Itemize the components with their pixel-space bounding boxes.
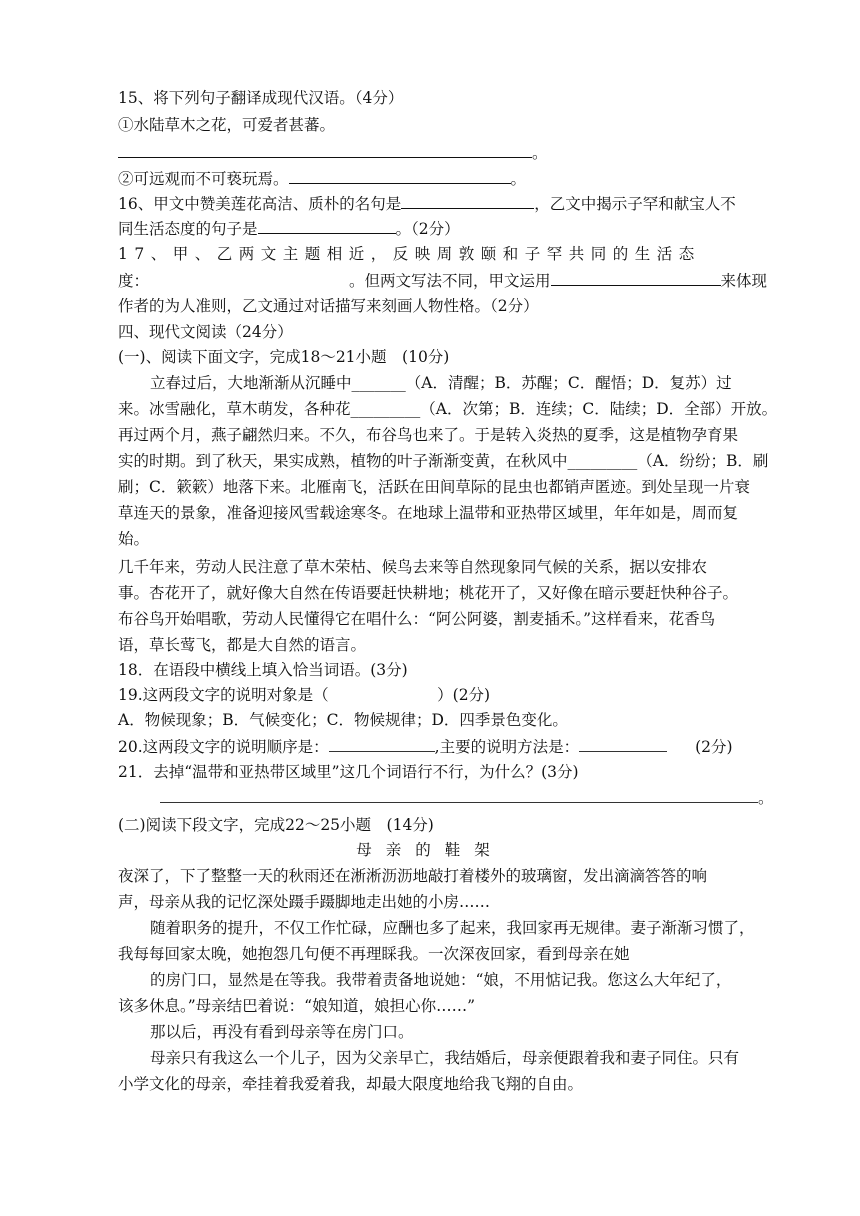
- q16-text-c: 同生活态度的句子是: [118, 220, 258, 238]
- story-line-5: 的房门口，显然是在等我。我带着责备地说她：“娘，不用惦记我。您这么大年纪了，: [150, 971, 732, 989]
- q20-text-b: ,主要的说明方法是：: [434, 738, 580, 756]
- q16-text-a: 16、甲文中赞美莲花高洁、质朴的名句是: [118, 195, 402, 213]
- p2-line-3: 布谷鸟开始唱歌，劳动人民懂得它在唱什么：“阿公阿婆，割麦插禾。”这样看来，花香鸟: [118, 610, 716, 628]
- q15-sentence-2: [118, 168, 526, 189]
- period: 。: [510, 170, 527, 188]
- p1-line-2: 来。冰雪融化，草木萌发，各种花_________（A．次第；B．连续；C．陆续；D．全部）开放。: [118, 400, 778, 418]
- q19-options: A．物候现象；B．气候变化；C．物候规律；D．四季景色变化。: [118, 711, 568, 729]
- answer-blank[interactable]: [329, 736, 435, 752]
- section-4-heading: 四、现代文阅读（24分）: [118, 323, 293, 341]
- q17-text-d: 来体现: [720, 272, 768, 290]
- q17-text-c: 。但两文写法不同，甲文运用: [349, 272, 551, 290]
- period: 。: [532, 144, 548, 162]
- q18: 18．在语段中横线上填入恰当词语。(3分): [118, 661, 408, 679]
- story-line-6: 该多休息。”母亲结巴着说：“娘知道，娘担心你……”: [118, 997, 476, 1015]
- q20-text-a: 20.这两段文字的说明顺序是：: [118, 738, 329, 756]
- q16-text-b: ，乙文中揭示子罕和献宝人不: [534, 195, 736, 213]
- p2-line-4: 语，草长莺飞，都是大自然的语言。: [118, 636, 367, 654]
- story-line-2: 声，母亲从我的记忆深处蹑手蹑脚地走出她的小房……: [118, 893, 491, 911]
- q15-answer-line-1: [118, 142, 548, 163]
- story-line-7: 那以后，再没有看到母亲等在房门口。: [150, 1023, 414, 1041]
- part-1-heading: (一)、阅读下面文字，完成18～21小题 (10分): [118, 348, 450, 366]
- q15-sentence-1: ①水陆草木之花，可爱者甚蕃。: [118, 116, 336, 134]
- q17-line-1: 17、甲、乙两文主题相近，反映周敦颐和子罕共同的生活态: [118, 245, 701, 263]
- answer-blank[interactable]: [160, 787, 758, 803]
- q15-s2-text: ②可远观而不可亵玩焉。: [118, 170, 289, 188]
- q21: 21．去掉“温带和亚热带区域里”这几个词语行不行，为什么？(3分): [118, 763, 579, 781]
- answer-blank[interactable]: [118, 142, 532, 158]
- p2-line-1: 几千年来，劳动人民注意了草木荣枯、候鸟去来等自然现象同气候的关系，据以安排农: [118, 558, 708, 576]
- story-line-1: 夜深了，下了整整一天的秋雨还在淅淅沥沥地敲打着楼外的玻璃窗，发出滴滴答答的响: [118, 867, 708, 885]
- q17-line-3: 作者的为人准则，乙文通过对话描写来刻画人物性格。（2分）: [118, 297, 539, 315]
- p1-line-6: 草连天的景象，准备迎接风雪载途寒冬。在地球上温带和亚热带区域里，年年如是，周而复: [118, 504, 739, 522]
- part-2-heading: (二)阅读下段文字，完成22～25小题 (14分): [118, 816, 434, 834]
- story-line-4: 我每每回家太晚，她抱怨几句便不再理睬我。一次深夜回家，看到母亲在她: [118, 945, 630, 963]
- answer-blank[interactable]: [401, 193, 534, 209]
- q16-line-2: [118, 218, 460, 239]
- p1-line-3: 再过两个月，燕子翩然归来。不久，布谷鸟也来了。于是转入炎热的夏季，这是植物孕育果: [118, 426, 739, 444]
- p1-line-1: 立春过后，大地渐渐从沉睡中_______（A．清醒；B．苏醒；C．醒悟；D．复苏）过: [150, 374, 732, 392]
- story-line-3: 随着职务的提升，不仅工作忙碌，应酬也多了起来，我回家再无规律。妻子渐渐习惯了，: [150, 919, 755, 937]
- answer-blank[interactable]: [551, 270, 721, 286]
- q17-text-b: 度：: [118, 272, 150, 290]
- q16-line-1: [118, 193, 736, 214]
- q15-title: 15、将下列句子翻译成现代汉语。（4分）: [118, 89, 404, 107]
- story-line-8: 母亲只有我这么一个儿子，因为父亲早亡，我结婚后，母亲便跟着我和妻子同住。只有: [150, 1049, 740, 1067]
- story-line-9: 小学文化的母亲，牵挂着我爱着我，却最大限度地给我飞翔的自由。: [118, 1075, 584, 1093]
- answer-blank[interactable]: [258, 218, 396, 234]
- p2-line-2: 事。杏花开了，就好像大自然在传语要赶快耕地；桃花开了，又好像在暗示要赶快种谷子。: [118, 584, 739, 602]
- q20: [118, 736, 733, 757]
- story-title: 母亲的鞋架: [356, 841, 504, 859]
- p1-line-7: 始。: [118, 530, 150, 548]
- q17-line-2: [118, 270, 767, 291]
- p1-line-5: 刷；C．簌簌）地落下来。北雁南飞，活跃在田间草际的昆虫也都销声匿迹。到处呈现一片衰: [118, 478, 750, 496]
- p1-line-4: 实的时期。到了秋天，果实成熟，植物的叶子渐渐变黄，在秋风中_________（A．纷纷；B．刷: [118, 452, 769, 470]
- q20-text-c: (2分): [695, 738, 733, 756]
- q16-text-d: 。（2分）: [395, 220, 460, 238]
- q21-answer-line: [160, 787, 774, 808]
- q19: 19.这两段文字的说明对象是（ ）(2分): [118, 686, 491, 704]
- answer-blank[interactable]: [579, 736, 667, 752]
- period: 。: [758, 789, 774, 807]
- answer-blank[interactable]: [289, 168, 511, 184]
